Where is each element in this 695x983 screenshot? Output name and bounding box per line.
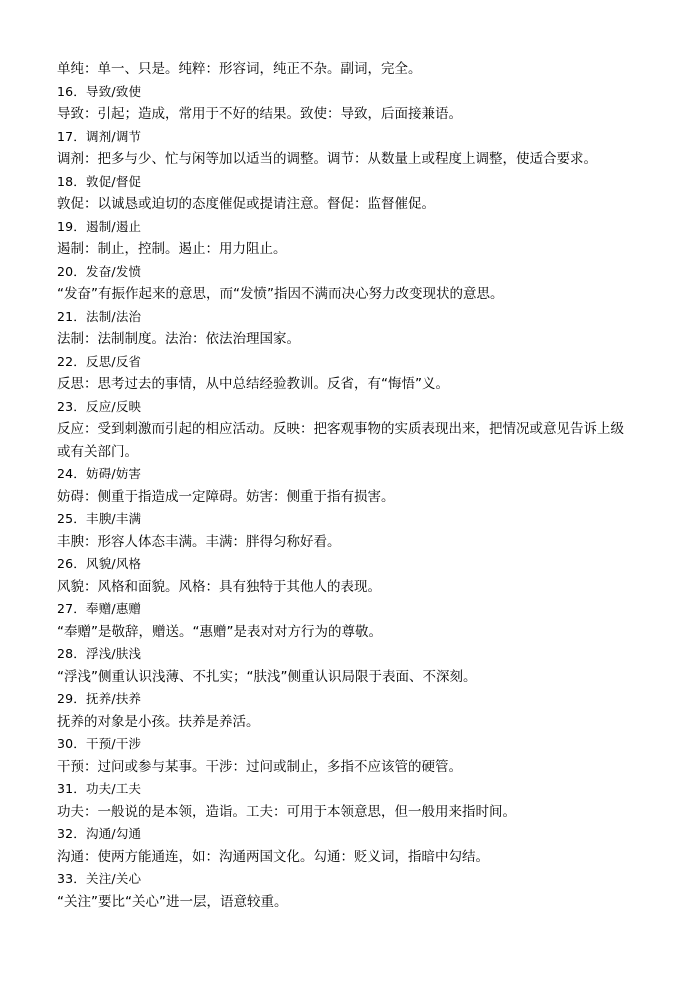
definition-line: 沟通：使两方能通连，如：沟通两国文化。勾通：贬义词，指暗中勾结。 [57,848,489,865]
definition-line: 遏制：制止，控制。遏止：用力阻止。 [57,241,287,257]
definition-line: 反思：思考过去的事情，从中总结经验教训。反省，有“悔悟”义。 [57,376,449,392]
entry-heading: 18．敦促/督促 [57,173,142,189]
definition-line: 法制：法制制度。法治：依法治理国家。 [57,331,300,347]
definition-line: “关注”要比“关心”进一层，语意较重。 [57,893,288,910]
entry-heading: 19．遏制/遏止 [57,218,142,234]
definition-line: “发奋”有振作起来的意思，而“发愤”指因不满而决心努力改变现状的意思。 [57,286,504,302]
entry-heading: 17．调剂/调节 [57,128,142,144]
definition-line: 反应：受到刺激而引起的相应活动。反映：把客观事物的实质表现出来，把情况或意见告诉上级 [57,421,624,437]
definition-line: 导致：引起；造成，常用于不好的结果。致使：导致，后面接兼语。 [57,106,462,122]
entry-heading: 27．奉赠/惠赠 [57,601,142,616]
entry-heading: 33．关注/关心 [57,871,142,886]
definition-line: 功夫：一般说的是本领，造诣。工夫：可用于本领意思，但一般用来指时间。 [57,803,516,820]
definition-line: “奉赠”是敬辞，赠送。“惠赠”是表对对方行为的尊敬。 [57,623,382,640]
entry-heading: 29．抚养/扶养 [57,691,142,706]
entry-heading: 16．导致/致使 [57,83,142,99]
entry-heading: 32．沟通/勾通 [57,826,142,841]
entry-heading: 22．反思/反省 [57,353,142,369]
entry-heading: 23．反应/反映 [57,398,142,414]
entry-heading: 28．浮浅/肤浅 [57,646,142,661]
entry-heading: 31．功夫/工夫 [57,781,142,796]
entry-heading: 30．干预/干涉 [57,736,142,751]
entry-heading: 20．发奋/发愤 [57,263,142,279]
definition-line: 抚养的对象是小孩。扶养是养活。 [57,713,260,730]
entry-heading: 21．法制/法治 [57,308,142,324]
definition-line-continued: 或有关部门。 [57,443,138,460]
document-page [57,58,645,913]
definition-line: 妨碍：侧重于指造成一定障碍。妨害：侧重于指有损害。 [57,488,395,505]
entry-heading: 26．风貌/风格 [57,556,142,571]
definition-line: 风貌：风格和面貌。风格：具有独特于其他人的表现。 [57,578,381,595]
entry-heading: 25．丰腴/丰满 [57,511,142,526]
definition-line: 敦促：以诚恳或迫切的态度催促或提请注意。督促：监督催促。 [57,196,435,212]
definition-line: 丰腴：形容人体态丰满。丰满：胖得匀称好看。 [57,533,341,550]
entry-heading: 24．妨碍/妨害 [57,466,142,481]
definition-line: 调剂：把多与少、忙与闲等加以适当的调整。调节：从数量上或程度上调整，使适合要求。 [57,151,597,167]
definition-line: 干预：过问或参与某事。干涉：过问或制止，多指不应该管的硬管。 [57,758,462,775]
definition-line: 单纯：单一、只是。纯粹：形容词，纯正不杂。副词，完全。 [57,61,422,77]
definition-line: “浮浅”侧重认识浅薄、不扎实；“肤浅”侧重认识局限于表面、不深刻。 [57,668,477,685]
